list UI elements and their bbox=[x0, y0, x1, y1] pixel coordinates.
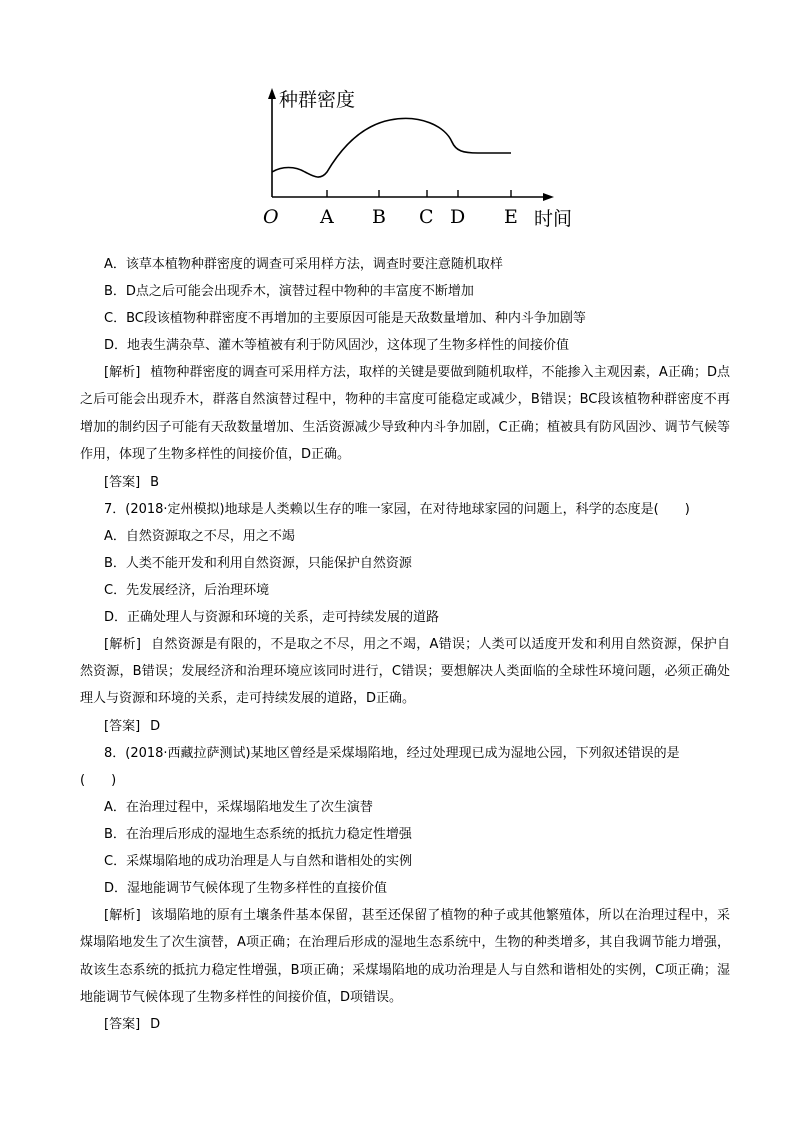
q7-option-d: D．正确处理人与资源和环境的关系，走可持续发展的道路 bbox=[104, 609, 440, 625]
y-axis-arrow bbox=[268, 88, 276, 99]
population-density-figure bbox=[260, 84, 590, 232]
tick-label-c: C bbox=[419, 206, 434, 228]
document-body bbox=[80, 251, 730, 1038]
origin-label: O bbox=[263, 206, 279, 228]
q7-options bbox=[80, 523, 730, 631]
q6-answer-tag: [答案] bbox=[104, 474, 141, 490]
q6-answer bbox=[80, 469, 730, 496]
q7-option-b: B．人类不能开发和利用自然资源，只能保护自然资源 bbox=[104, 555, 412, 571]
q7-answer bbox=[80, 713, 730, 740]
q7-option-c: C．先发展经济，后治理环境 bbox=[104, 582, 270, 598]
q7-analysis-text: 自然资源是有限的，不是取之不尽，用之不竭，A错误；人类可以适度开发和利用自然资源，保护自然资源，B错误；发展经济和治理环境应该同时进行，C错误；要想解决人类面临的全球性环境问题，必须正确处理人与资源和环境的关系，走可持续发展的道路，D正确。 bbox=[80, 636, 730, 707]
x-axis-arrow bbox=[543, 193, 554, 201]
q8-option-d: D．湿地能调节气候体现了生物多样性的直接价值 bbox=[104, 880, 388, 896]
q8-options bbox=[80, 794, 730, 902]
q6-options bbox=[80, 251, 730, 359]
x-axis-label: 时间 bbox=[534, 208, 573, 230]
q7-answer-value: D bbox=[150, 718, 161, 734]
y-axis-label: 种群密度 bbox=[279, 89, 356, 111]
q7-option-a: A．自然资源取之不尽，用之不竭 bbox=[104, 528, 295, 544]
q8-stem-line1: 8．(2018·西藏拉萨测试)某地区曾经是采煤塌陷地，经过处理现已成为湿地公园，下列叙述错误的是 bbox=[104, 745, 680, 761]
q6-answer-value: B bbox=[150, 474, 160, 490]
q7-analysis-tag: [解析] bbox=[104, 636, 141, 652]
q7-answer-tag: [答案] bbox=[104, 718, 141, 734]
q8-option-a: A．在治理过程中，采煤塌陷地发生了次生演替 bbox=[104, 799, 373, 815]
tick-label-b: B bbox=[372, 206, 386, 228]
q8-analysis-tag: [解析] bbox=[104, 907, 141, 923]
q6-option-b: B．D点之后可能会出现乔木，演替过程中物种的丰富度不断增加 bbox=[104, 284, 474, 299]
q8-answer-value: D bbox=[150, 1017, 161, 1033]
q8-analysis-text: 该塌陷地的原有土壤条件基本保留，甚至还保留了植物的种子或其他繁殖体，所以在治理过程中，采煤塌陷地发生了次生演替，A项正确；在治理后形成的湿地生态系统中，生物的种类增多，其自我调节能力增强，故该生态系统的抵抗力稳定性增强，B项正确；采煤塌陷地的成功治理是人与自然和谐相处的实例，C项正确；湿地能调节气候体现了生物多样性的间接价值，D项错误。 bbox=[80, 907, 730, 1006]
q7-stem: 7．(2018·定州模拟)地球是人类赖以生存的唯一家园，在对待地球家园的问题上，科学的态度是( ) bbox=[104, 501, 690, 517]
q8-analysis bbox=[80, 902, 730, 1012]
q7-analysis bbox=[80, 631, 730, 713]
tick-label-e: E bbox=[504, 206, 518, 228]
q6-option-c: C．BC段该植物种群密度不再增加的主要原因可能是天敌数量增加、种内斗争加剧等 bbox=[104, 311, 586, 326]
tick-label-a: A bbox=[320, 206, 334, 228]
tick-label-d: D bbox=[450, 206, 466, 228]
q6-option-a: A．该草本植物种群密度的调查可采用样方法，调查时要注意随机取样 bbox=[104, 257, 503, 272]
density-chart bbox=[260, 84, 590, 232]
q6-analysis-text: 植物种群密度的调查可采用样方法，取样的关键是要做到随机取样，不能掺入主观因素，A正确；D点之后可能会出现乔木，群落自然演替过程中，物种的丰富度可能稳定或减少，B错误；BC段该植物种群密度不再增加的制约因子可能有天敌数量增加、生活资源减少导致种内斗争加剧，C正确；植被具有防风固沙、调节气候等作用，体现了生物多样性的间接价值，D正确。 bbox=[80, 365, 730, 463]
q6-analysis bbox=[80, 359, 730, 469]
q8-option-b: B．在治理后形成的湿地生态系统的抵抗力稳定性增强 bbox=[104, 826, 412, 842]
q8-option-c: C．采煤塌陷地的成功治理是人与自然和谐相处的实例 bbox=[104, 853, 413, 869]
q6-option-d: D．地表生满杂草、灌木等植被有利于防风固沙，这体现了生物多样性的间接价值 bbox=[104, 338, 570, 353]
density-curve bbox=[272, 118, 511, 177]
q8-answer bbox=[80, 1011, 730, 1038]
q8-stem-line2: ( ) bbox=[80, 772, 117, 788]
q6-analysis-tag: [解析] bbox=[104, 365, 141, 380]
q8-answer-tag: [答案] bbox=[104, 1017, 141, 1033]
